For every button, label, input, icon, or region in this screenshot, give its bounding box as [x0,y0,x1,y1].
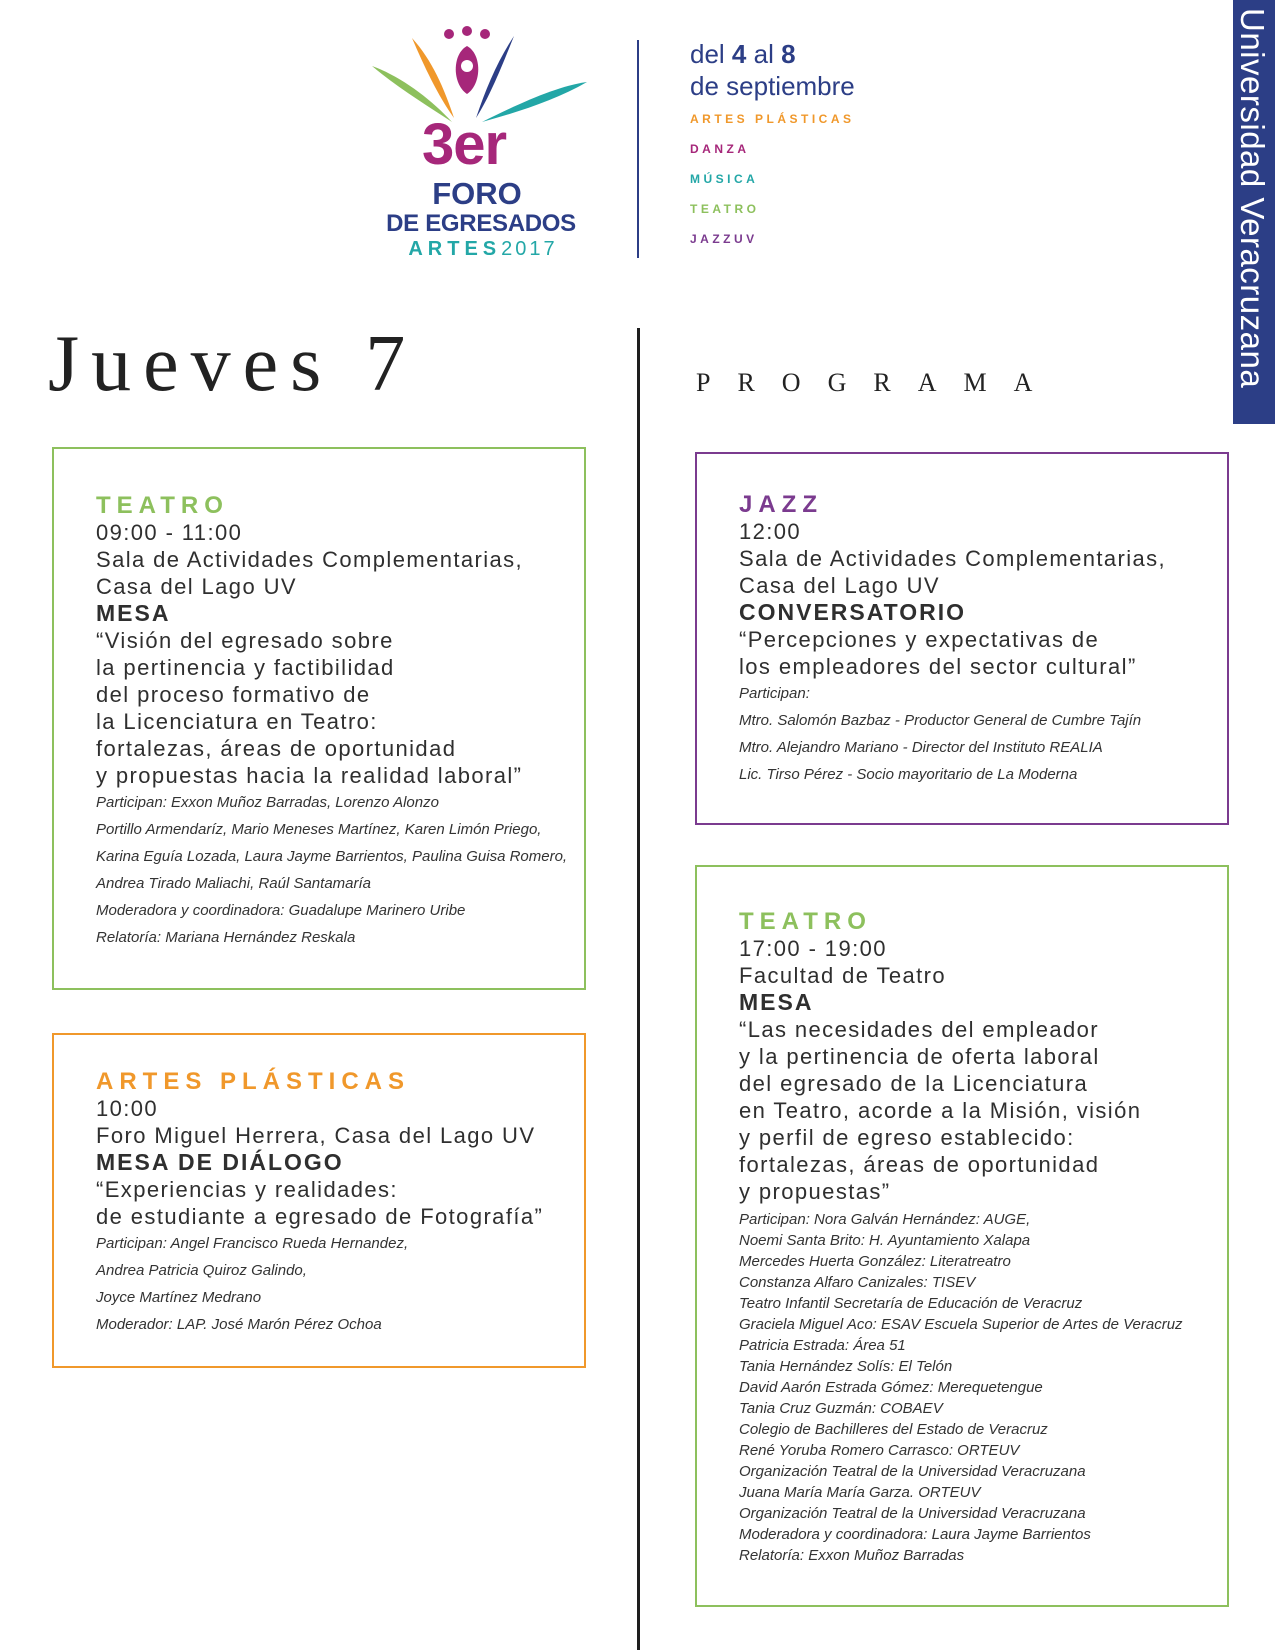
event-detail-line: Mercedes Huerta González: Literatreatro [739,1253,1011,1270]
event-jazz [695,452,1229,825]
event-title-line: “Experiencias y realidades: [96,1177,398,1202]
event-detail-line: Moderador: LAP. José Marón Pérez Ochoa [96,1316,382,1333]
discipline-danza: DANZA [690,142,750,156]
event-detail-line: Tania Hernández Solís: El Telón [739,1358,953,1375]
event-time: 12:00 [739,519,802,544]
event-detail-line: Moderadora y coordinadora: Guadalupe Marinero Uribe [96,902,466,919]
event-teatro-morning [52,447,586,990]
side-tab-label: Universidad Veracruzana [1234,8,1271,389]
event-detail-line: Organización Teatral de la Universidad Veracruzana [739,1505,1086,1522]
flower-icon [372,26,590,126]
program-label: PROGRAMA [696,368,1060,397]
event-detail-line: Mtro. Salomón Bazbaz - Productor General de Cumbre Tajín [739,712,1142,729]
logo-egresados: DE EGRESADOS [386,210,576,237]
event-title-line: la Licenciatura en Teatro: [96,709,378,734]
center-divider [637,328,640,1650]
event-detail-line: Participan: [739,685,810,702]
event-detail-line: Constanza Alfaro Canizales: TISEV [739,1274,976,1291]
logo-foro: FORO [432,176,522,211]
logo-artes-year: ARTES2017 [408,238,558,260]
event-detail-line: Karina Eguía Lozada, Laura Jayme Barrientos, Paulina Guisa Romero, [96,848,568,865]
event-kind: MESA DE DIÁLOGO [96,1149,344,1175]
event-title-line: fortalezas, áreas de oportunidad [739,1152,1100,1177]
event-detail-line: Joyce Martínez Medrano [96,1289,262,1306]
side-tab [1233,0,1275,424]
event-time: 09:00 - 11:00 [96,520,243,545]
event-venue-line: Foro Miguel Herrera, Casa del Lago UV [96,1123,536,1148]
event-title-line: del proceso formativo de [96,682,371,707]
event-title-line: y propuestas hacia la realidad laboral” [96,763,523,788]
event-detail-line: Tania Cruz Guzmán: COBAEV [739,1400,943,1417]
event-venue-line: Sala de Actividades Complementarias, [739,546,1167,571]
event-teatro-afternoon [695,865,1229,1607]
event-time: 17:00 - 19:00 [739,936,887,961]
event-kind: MESA [739,989,814,1015]
event-detail-line: Andrea Tirado Maliachi, Raúl Santamaría [96,875,372,892]
event-detail-line: Relatoría: Exxon Muñoz Barradas [739,1547,965,1564]
event-detail-line: Colegio de Bachilleres del Estado de Veracruz [739,1421,1048,1438]
event-detail-line: Juana María María Garza. ORTEUV [739,1484,981,1501]
event-detail-line: Moderadora y coordinadora: Laura Jayme Barrientos [739,1526,1091,1543]
event-detail-line: Lic. Tirso Pérez - Socio mayoritario de La Moderna [739,766,1078,783]
event-detail-line: David Aarón Estrada Gómez: Merequetengue [739,1379,1043,1396]
event-title-line: los empleadores del sector cultural” [739,654,1137,679]
event-venue-line: Casa del Lago UV [96,574,297,599]
event-detail-line: Noemi Santa Brito: H. Ayuntamiento Xalapa [739,1232,1031,1249]
event-discipline: TEATRO [96,492,229,519]
dates-line-1: del 4 al 8 [690,39,796,69]
event-title-line: en Teatro, acorde a la Misión, visión [739,1098,1142,1123]
event-time: 10:00 [96,1096,159,1121]
discipline-artes-plasticas: ARTES PLÁSTICAS [690,112,855,126]
forum-logo [372,26,590,262]
event-title-line: y la pertinencia de oferta laboral [739,1044,1100,1069]
event-discipline: TEATRO [739,908,872,935]
event-title-line: la pertinencia y factibilidad [96,655,395,680]
event-detail-line: Participan: Exxon Muñoz Barradas, Lorenzo Alonzo [96,794,439,811]
event-discipline: ARTES PLÁSTICAS [96,1068,411,1095]
event-venue-line: Casa del Lago UV [739,573,940,598]
event-title-line: “Las necesidades del empleador [739,1017,1099,1042]
discipline-teatro: TEATRO [690,202,760,216]
event-kind: CONVERSATORIO [739,599,967,625]
event-detail-line: Patricia Estrada: Área 51 [739,1337,906,1354]
event-title-line: de estudiante a egresado de Fotografía” [96,1204,544,1229]
event-detail-line: Portillo Armendaríz, Mario Meneses Martínez, Karen Limón Priego, [96,821,542,838]
event-detail-line: Teatro Infantil Secretaría de Educación de Veracruz [739,1295,1083,1312]
event-kind: MESA [96,600,171,626]
dates-line-2: de septiembre [690,71,855,101]
event-artes-plasticas [52,1033,586,1368]
event-detail-line: Relatoría: Mariana Hernández Reskala [96,929,356,946]
event-title-line: “Percepciones y expectativas de [739,627,1100,652]
event-discipline: JAZZ [739,491,823,518]
event-venue-line: Sala de Actividades Complementarias, [96,547,524,572]
event-title-line: y perfil de egreso establecido: [739,1125,1075,1150]
event-title-line: y propuestas” [739,1179,891,1204]
event-title-line: “Visión del egresado sobre [96,628,394,653]
event-detail-line: Participan: Angel Francisco Rueda Hernandez, [96,1235,409,1252]
event-detail-line: Mtro. Alejandro Mariano - Director del Instituto REALIA [739,739,1103,756]
logo-number: 3er [422,112,507,177]
header-divider [637,40,639,258]
event-title-line: fortalezas, áreas de oportunidad [96,736,457,761]
event-detail-line: Graciela Miguel Aco: ESAV Escuela Superior de Artes de Veracruz [739,1316,1183,1333]
event-detail-line: Andrea Patricia Quiroz Galindo, [96,1262,307,1279]
discipline-musica: MÚSICA [690,172,759,186]
event-dates [690,38,855,102]
event-detail-line: Organización Teatral de la Universidad Veracruzana [739,1463,1086,1480]
discipline-jazzuv: JAZZUV [690,232,758,246]
event-venue-line: Facultad de Teatro [739,963,947,988]
event-detail-line: René Yoruba Romero Carrasco: ORTEUV [739,1442,1020,1459]
event-title-line: del egresado de la Licenciatura [739,1071,1089,1096]
event-detail-line: Participan: Nora Galván Hernández: AUGE, [739,1211,1031,1228]
day-title: Jueves 7 [48,320,418,408]
